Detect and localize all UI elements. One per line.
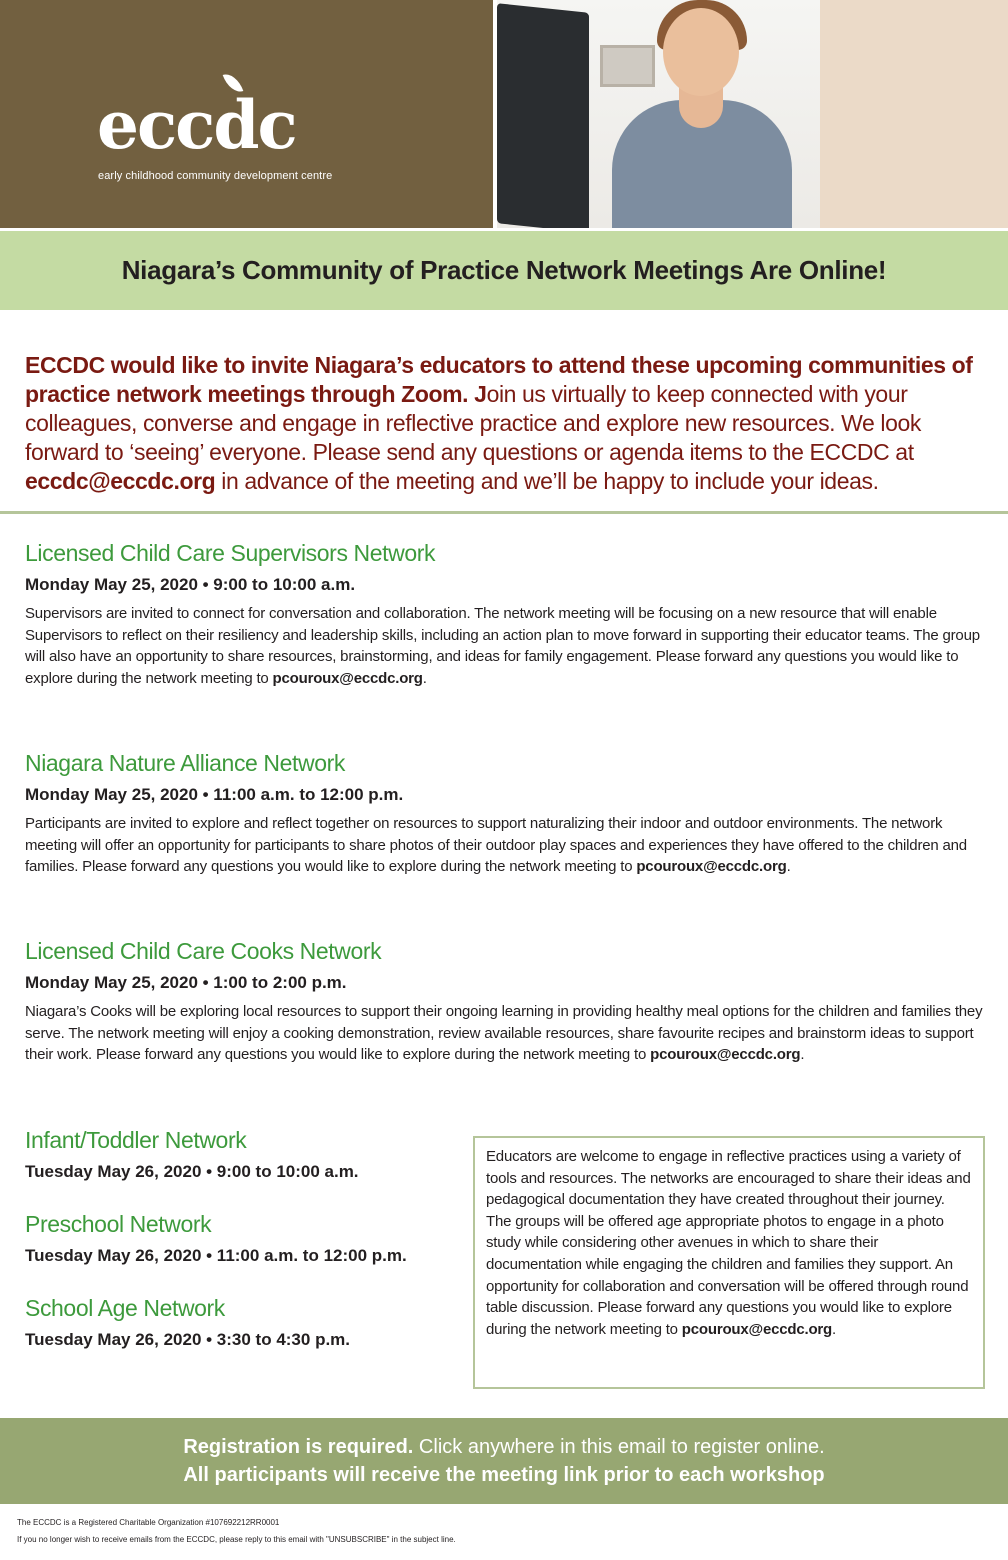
header-accent-panel (820, 0, 1008, 228)
section-title: Licensed Child Care Cooks Network (25, 938, 382, 964)
title-band (0, 231, 1008, 310)
side-box-end: . (832, 1320, 836, 1338)
picture-frame-shape (600, 45, 655, 87)
section-description (25, 813, 985, 878)
section-title: Niagara Nature Alliance Network (25, 750, 345, 776)
section-title: Infant/Toddler Network (25, 1127, 247, 1153)
footer-charity-number: The ECCDC is a Registered Charitable Organization #107692212RR0001 (17, 1518, 280, 1527)
section-title: Licensed Child Care Supervisors Network (25, 540, 436, 566)
side-box-email-link[interactable]: pcouroux@eccdc.org (681, 1320, 833, 1338)
registration-line-1[interactable] (0, 1434, 1008, 1460)
register-online-link[interactable]: Click anywhere in this email to register online. (413, 1436, 825, 1458)
section-cooks-network (25, 937, 985, 1066)
intro-tail: in advance of the meeting and we’ll be happy to include your ideas. (215, 468, 879, 494)
section-description (25, 603, 985, 689)
section-email-link[interactable]: pcouroux@eccdc.org (636, 858, 787, 876)
registration-required-text: Registration is required. (183, 1436, 414, 1458)
section-title: School Age Network (25, 1295, 225, 1321)
logo-subtitle: early childhood community development centre (98, 170, 333, 182)
email-header (0, 0, 1008, 228)
section-description-end: . (800, 1046, 805, 1064)
section-date: Monday May 25, 2020 • 1:00 to 2:00 p.m. (25, 973, 347, 992)
section-nature-alliance-network (25, 749, 985, 878)
footer-unsubscribe: If you no longer wish to receive emails from the ECCDC, please reply to this email with "UNSUBSCRIBE" in the subject line. (17, 1535, 456, 1544)
section-description-text: Niagara’s Cooks will be exploring local resources to support their ongoing learning in providing healthy meal options for the children and families they serve. The network meeting will enjoy a cooking demonstration, review available resources, share favourite recipes and brainstorm ideas to support their work. Please forward any questions you would like to explore during the network meeting to (25, 1003, 983, 1064)
section-email-link[interactable]: pcouroux@eccdc.org (650, 1046, 801, 1064)
page-title: Niagara’s Community of Practice Network Meetings Are Online! (121, 255, 887, 285)
section-email-link[interactable]: pcouroux@eccdc.org (272, 669, 423, 687)
section-date: Tuesday May 26, 2020 • 11:00 a.m. to 12:00 p.m. (25, 1246, 407, 1265)
registration-banner[interactable] (0, 1418, 1008, 1504)
side-box-text: Educators are welcome to engage in reflective practices using a variety of tools and resources. The networks are encouraged to share their ideas and pedagogical documentation they have created throughout their journey. The groups will be offered age appropriate photos to engage in a photo study while considering other avenues in which to share their documentation while engaging the children and families they support. An opportunity for collaboration and conversation will be offered through round table discussion. Please forward any questions you would like to explore during the network meeting to (486, 1148, 971, 1338)
section-description-end: . (786, 858, 791, 876)
section-title: Preschool Network (25, 1211, 212, 1237)
section-date: Tuesday May 26, 2020 • 3:30 to 4:30 p.m. (25, 1330, 351, 1349)
section-supervisors-network (25, 539, 985, 689)
logo-panel (0, 0, 493, 228)
section-school-age-network (25, 1294, 465, 1352)
header-photo (497, 0, 820, 228)
registration-line-2: All participants will receive the meeting link prior to each workshop (183, 1464, 825, 1486)
person-head-shape (663, 8, 739, 96)
section-preschool-network (25, 1210, 465, 1268)
section-description-text: Participants are invited to explore and reflect together on resources to support naturalizing their indoor and outdoor environments. The network meeting will offer an opportunity for participants to share photos of their outdoor play spaces and experiences they have offered to the children and families. Please forward any questions you would like to explore during the network meeting to (25, 815, 967, 876)
intro-lead: ECCDC would like to invite Niagara’s educators to attend these upcoming communities of practice network meetings through Zoom. J (25, 352, 973, 407)
intro-body: oin us virtually to keep connected with your colleagues, converse and engage in reflective practice and explore new resources. We look forward to ‘seeing’ everyone. Please send any questions or agenda items to the ECCDC at (25, 381, 922, 465)
section-date: Monday May 25, 2020 • 11:00 a.m. to 12:00 p.m. (25, 785, 404, 804)
section-infant-toddler-network (25, 1126, 465, 1184)
section-divider (0, 511, 1008, 514)
intro-paragraph (25, 351, 985, 496)
section-date: Monday May 25, 2020 • 9:00 to 10:00 a.m. (25, 575, 356, 594)
section-date: Tuesday May 26, 2020 • 9:00 to 10:00 a.m. (25, 1162, 359, 1181)
monitor-shape (497, 3, 589, 228)
section-description-text: Supervisors are invited to connect for conversation and collaboration. The network meeting will be focusing on a new resource that will enable Supervisors to reflect on their resiliency and leadership skills, including an action plan to move forward in supporting their educator teams. The group will also have an opportunity to share resources, brainstorming, and ideas for family engagement. Please forward any questions you would like to explore during the network meeting to (25, 605, 980, 687)
eccdc-logo: eccdc (97, 86, 296, 164)
intro-email-link[interactable]: eccdc@eccdc.org (25, 468, 216, 494)
section-description (25, 1001, 985, 1066)
reflective-practice-box (473, 1136, 985, 1389)
section-description-end: . (422, 669, 427, 687)
